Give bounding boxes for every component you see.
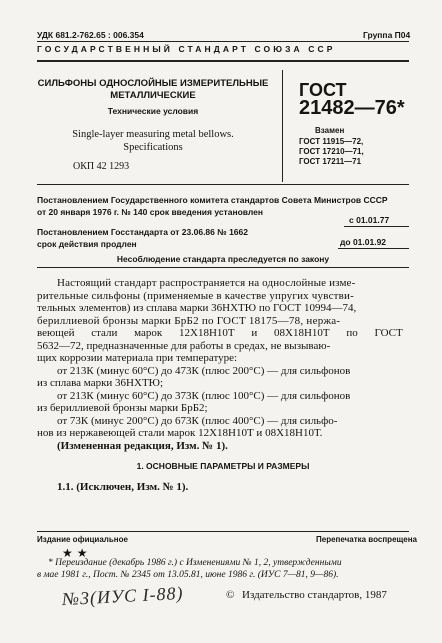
body-line: из бериллиевой бронзы марки БрБ2; [37,402,208,414]
group-code: Группа П04 [363,30,411,40]
amendment-note: (Измененная редакция, Изм. № 1). [57,440,228,452]
reissue-note-line-1: * Переиздание (декабрь 1986 г.) с Изменениями № 1, 2, утвержденными [48,558,342,568]
udk-code: УДК 681.2-762.65 : 006.354 [37,30,144,40]
title-line-1: СИЛЬФОНЫ ОДНОСЛОЙНЫЕ ИЗМЕРИТЕЛЬНЫЕ [37,78,269,89]
footer-rule [37,531,409,532]
body-line: из сплава марки 36НХТЮ; [37,377,164,389]
document-title [37,78,269,102]
date-underline [338,248,409,249]
decree-line-2: от 20 января 1976 г. № 140 срок введения установлен [37,207,264,217]
stars-mark: ★★ [62,546,92,560]
replaced-standard: ГОСТ 11915—72, [299,137,364,146]
body-line: от 213К (минус 60°С) до 373К (плюс 100°С) — для сильфонов [57,390,351,402]
standard-band: ГОСУДАРСТВЕННЫЙ СТАНДАРТ СОЮЗА ССР [37,44,336,54]
body-line: 5632—72, предназначенные для работы в средах, не вызываю- [37,340,331,352]
title-en-line-2: Specifications [123,142,183,153]
body-line: Настоящий стандарт распространяется на однослойные изме- [57,277,356,289]
reissue-note-line-2: в мае 1981 г., Пост. № 2345 от 13.05.81, июне 1986 г. (ИУС 7—81, 9—86). [37,570,339,580]
replaced-standard: ГОСТ 17211—71 [299,157,362,166]
document-subtitle: Технические условия [107,106,199,116]
handwritten-annotation: №3(ИУС I-88) [61,582,184,610]
band-rule [37,60,409,62]
title-bottom-rule [37,184,409,185]
decree-line-1: Постановлением Государственного комитета стандартов Совета Министров СССР [37,195,388,205]
validity-date: до 01.01.92 [340,237,387,247]
body-line: бериллиевой бронзы марки БрБ2 по ГОСТ 18175—78, нержа- [37,315,341,327]
decree-line-4: срок действия продлен [37,239,137,249]
body-line: от 73К (минус 200°С) до 673К (плюс 400°С) — для сильфо- [57,415,338,427]
reprint-prohibited: Перепечатка воспрещена [316,535,417,544]
body-line: веющей стали марок 12Х18Н10Т и 08Х18Н10Т по ГОСТ [37,327,403,339]
introduction-date: с 01.01.77 [349,215,390,225]
date-underline [344,226,409,227]
gost-number: 21482—76* [299,97,405,119]
top-rule [37,41,409,42]
title-en-line-1: Single-layer measuring metal bellows. [72,129,234,140]
body-line: рительные сильфоны (применяемые в качестве упругих чувстви- [37,290,355,302]
official-edition: Издание официальное [37,535,128,544]
item-1-1: 1.1. (Исключен, Изм. № 1). [57,481,189,493]
copyright-text: Издательство стандартов, 1987 [242,589,387,601]
title-divider [282,70,283,182]
decree-extension [37,226,337,250]
replaced-standard: ГОСТ 17210—71, [299,147,364,156]
document-title-en [37,128,269,154]
okp-code: ОКП 42 1293 [73,161,130,172]
body-line: тельных элементов) из сплава марки 36НХТЮ по ГОСТ 10994—74, [37,302,357,314]
copyright-symbol: © [226,589,235,601]
body-line: щих коррозии материала при температуре: [37,352,238,364]
section-heading: 1. ОСНОВНЫЕ ПАРАМЕТРЫ И РАЗМЕРЫ [136,461,310,471]
decree-bottom-rule [37,267,409,268]
title-line-2: МЕТАЛЛИЧЕСКИЕ [110,90,196,101]
replaced-label: Взамен [315,126,345,135]
body-line: от 213К (минус 60°С) до 473К (плюс 200°С) — для сильфонов [57,365,351,377]
gost-label: ГОСТ [299,80,347,100]
body-line: нов из нержавеющей стали марок 12Х18Н10Т и 08Х18Н10Т. [37,427,323,439]
decree-line-3: Постановлением Госстандарта от 23.06.86 № 1662 [37,227,248,237]
nonobservance-notice: Несоблюдение стандарта преследуется по закону [116,254,330,264]
